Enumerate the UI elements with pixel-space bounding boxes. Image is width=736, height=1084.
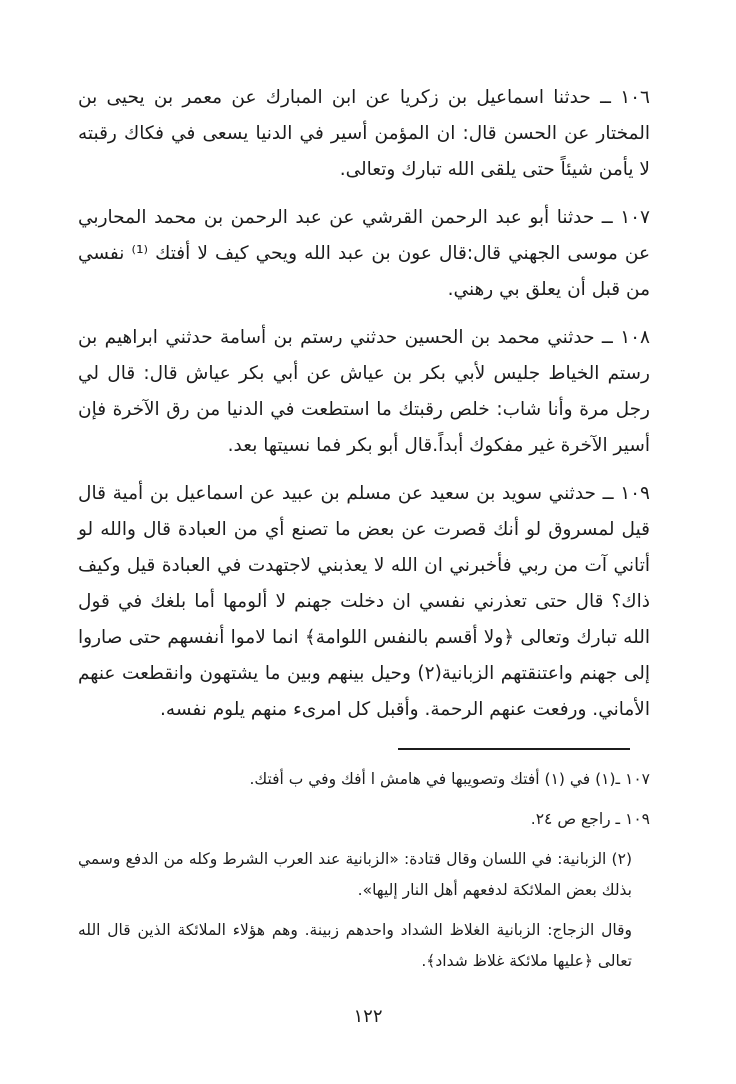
footnote-divider <box>398 748 630 750</box>
narration-109: ١٠٩ ــ حدثني سويد بن سعيد عن مسلم بن عبيد عن اسماعيل بن أمية قال قيل لمسروق لو أنك قصرت عن بعض ما تصنع أي من العبادة قال والله لو أتاني آت من ربي فأخبرني ان الله لا يعذبني لاجتهدت في العبادة قيل وكيف ذاك؟ قال حتى تعذرني نفسي ان دخلت جهنم لا ألومها أما بلغك في قول الله تبارك وتعالى ﴿ولا أقسم بالنفس اللوامة﴾ انما لاموا أنفسهم حتى صاروا إلى جهنم واعتنقتهم الزبانية(٢) وحيل بينهم وبين ما يشتهون وانقطعت عنهم الأماني. ورفعت عنهم الرحمة. وأقبل كل امرىء منهم يلوم نفسه. <box>78 483 650 720</box>
narration-108: ١٠٨ ــ حدثني محمد بن الحسين حدثني رستم بن أسامة حدثني ابراهيم بن رستم الخياط جليس لأبي بكر بن عياش عن أبي بكر عياش قال: قال لي رجل مرة وأنا شاب: خلص رقبتك ما استطعت في الدنيا من رق الآخرة فإن أسير الآخرة غير مفكوك أبداً.قال أبو بكر فما نسيتها بعد. <box>78 327 650 456</box>
footnote-zajjaj: وقال الزجاج: الزبانية الغلاظ الشداد واحدهم زبينة. وهم هؤلاء الملائكة الذين قال الله تعالى ﴿عليها ملائكة غلاظ شداد﴾. <box>78 921 632 970</box>
footnote-zabaniya: (٢) الزبانية: في اللسان وقال قتادة: «الزبانية عند العرب الشرط وكله من الدفع وسمي بذلك بعض الملائكة لدفعهم أهل النار إليها». <box>78 850 632 899</box>
footnote-109: ١٠٩ ـ راجع ص ٢٤. <box>530 810 650 828</box>
footnote-107: ١٠٧ ـ(١) في (١) أفتك وتصويبها في هامش ا أفك وفي ب أفتك. <box>249 770 650 788</box>
narration-107: ١٠٧ ــ حدثنا أبو عبد الرحمن القرشي عن عبد الرحمن بن محمد المحاربي عن موسى الجهني قال:قال عون بن عبد الله ويحي كيف لا أفتك ⁽¹⁾ نفسي من قبل أن يعلق بي رهني. <box>78 207 651 300</box>
narration-106: ١٠٦ ــ حدثنا اسماعيل بن زكريا عن ابن المبارك عن معمر بن يحيى بن المختار عن الحسن قال: ان المؤمن أسير في الدنيا يسعى في فكاك رقبته لا يأمن شيئاً حتى يلقى الله تبارك وتعالى. <box>78 87 650 180</box>
page-number: ١٢٢ <box>353 1006 383 1027</box>
footnotes <box>78 764 650 986</box>
main-text <box>78 80 650 740</box>
